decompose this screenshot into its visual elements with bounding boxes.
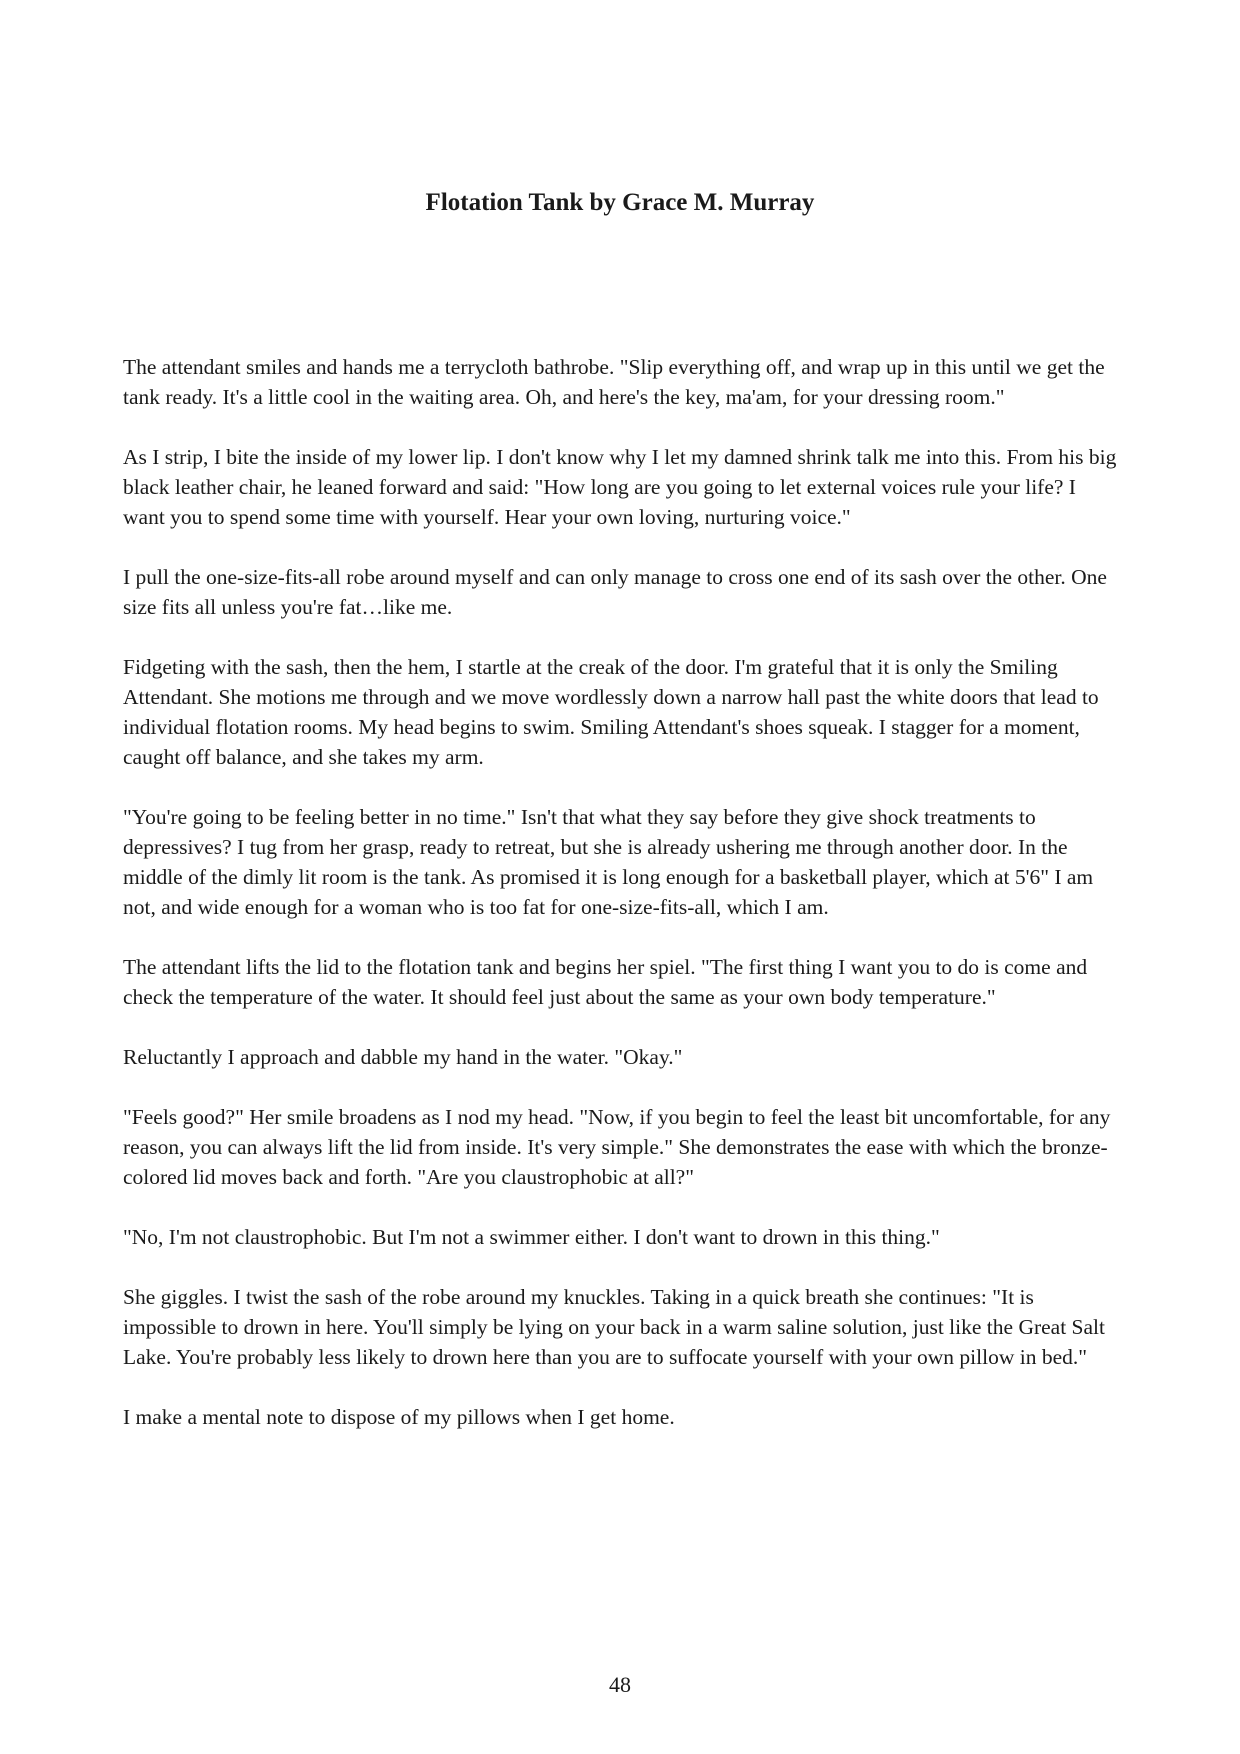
paragraph: As I strip, I bite the inside of my lower lip. I don't know why I let my damned shrink talk me into this. From his big black leather chair, he leaned forward and said: "How long are you going to let external voices rule your life? I want you to spend some time with yourself. Hear your own loving, nurturing voice." — [123, 445, 1117, 529]
paragraph: She giggles. I twist the sash of the robe around my knuckles. Taking in a quick breath she continues: "It is impossible to drown in here. You'll simply be lying on your back in a warm saline solution, just like the Great Salt Lake. You're probably less likely to drown here than you are to suffocate yourself with your own pillow in bed." — [123, 1285, 1106, 1369]
paragraph: I pull the one-size-fits-all robe around myself and can only manage to cross one end of its sash over the other. One size fits all unless you're fat…like me. — [123, 565, 1107, 619]
paragraph: "You're going to be feeling better in no time." Isn't that what they say before they give shock treatments to depressives? I tug from her grasp, ready to retreat, but she is already ushering me through another door. In the middle of the dimly lit room is the tank. As promised it is long enough for a basketball player, which at 5'6" I am not, and wide enough for a woman who is too fat for one-size-fits-all, which I am. — [123, 805, 1094, 919]
paragraph: Fidgeting with the sash, then the hem, I startle at the creak of the door. I'm grateful that it is only the Smiling Attendant. She motions me through and we move wordlessly down a narrow hall past the white doors that lead to individual flotation rooms. My head begins to swim. Smiling Attendant's shoes squeak. I stagger for a moment, caught off balance, and she takes my arm. — [123, 655, 1099, 769]
paragraph: "No, I'm not claustrophobic. But I'm not a swimmer either. I don't want to drown in this thing." — [123, 1225, 940, 1249]
paragraph: Reluctantly I approach and dabble my hand in the water. "Okay." — [123, 1045, 683, 1069]
paragraph: I make a mental note to dispose of my pillows when I get home. — [123, 1405, 675, 1429]
story-title: Flotation Tank by Grace M. Murray — [425, 189, 815, 216]
paragraph: The attendant lifts the lid to the flotation tank and begins her spiel. "The first thing I want you to do is come and check the temperature of the water. It should feel just about the same as your own body temperature." — [123, 955, 1088, 1009]
paragraph: The attendant smiles and hands me a terrycloth bathrobe. "Slip everything off, and wrap up in this until we get the tank ready. It's a little cool in the waiting area. Oh, and here's the key, ma'am, for your dressing room." — [123, 355, 1105, 409]
story-body — [123, 352, 1123, 1462]
paragraph: "Feels good?" Her smile broadens as I nod my head. "Now, if you begin to feel the least bit uncomfortable, for any reason, you can always lift the lid from inside. It's very simple." She demonstrates the ease with which the bronze-colored lid moves back and forth. "Are you claustrophobic at all?" — [123, 1105, 1111, 1189]
page-number: 48 — [609, 1672, 631, 1697]
